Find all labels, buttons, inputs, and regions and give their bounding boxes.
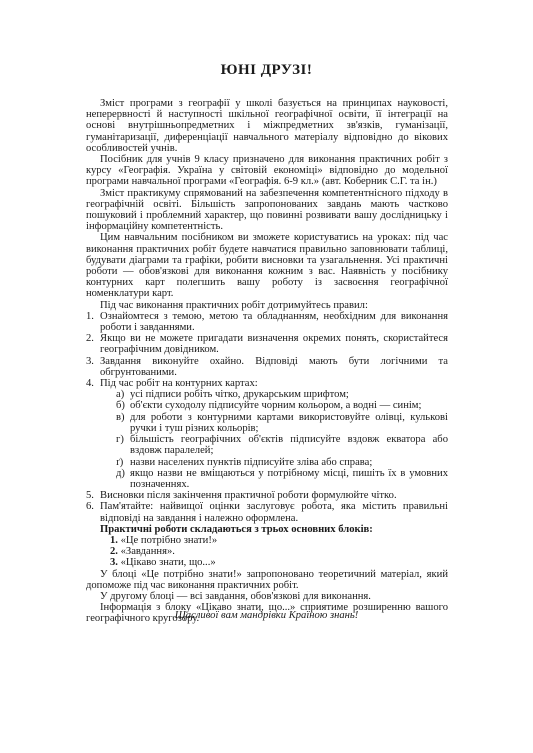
subrule-item: г) більшість географічних об'єктів підписуйте вздовж екватора або вздовж паралелей; [116, 434, 448, 457]
rule-item: 3. Завдання виконуйте охайно. Відповіді мають бути логічними та обгрунтованими. [86, 355, 448, 378]
subrule-item: а) усі підписи робіть чітко, друкарським шрифтом; [116, 389, 349, 401]
subrule-item: б) об'єкти суходолу підписуйте чорним кольором, а водні — синім; [116, 400, 422, 412]
block-item: 1. «Це потрібно знати!» [110, 534, 218, 546]
blocks-list [86, 535, 448, 569]
rule-item: 2. Якщо ви не можете пригадати визначення окремих понять, скористайтеся географічним довідником. [86, 333, 448, 356]
closing-paragraph-3: Інформація з блоку «Цікаво знати, що...» сприятиме розширенню вашого географічного кругозору. [86, 602, 448, 625]
subrule-item: д) якщо назви не вміщаються у потрібному місці, пишіть їх в умовних позначеннях. [116, 467, 448, 490]
rule-item: 1. Ознайомтеся з темою, метою та обладнанням, необхідним для виконання роботи і завданнями. [86, 310, 448, 334]
closing-paragraph-1: У блоці «Це потрібно знати!» запропоновано теоретичний матеріал, який допоможе під час виконання практичних робіт. [86, 568, 448, 591]
rules-intro: Під час виконання практичних робіт дотримуйтесь правил: [100, 299, 368, 311]
subrule-item: ґ) назви населених пунктів підписуйте зліва або справа; [116, 456, 373, 468]
blocks-heading: Практичні роботи складаються з трьох основних блоків: [100, 523, 373, 535]
subrule-item: в) для роботи з контурними картами використовуйте олівці, кулькові ручки і туш різних кольорів; [116, 411, 448, 434]
intro-paragraph-4: Цим навчальним посібником ви зможете користуватись на уроках: під час виконання практичних робіт будете навчатися правильно заповнювати таблиці, будувати діаграми та графіки, робити висновки та узагальнення. Усі практичні роботи — обов'язкові для виконання кожним з вас. Наявність у посібнику контурних карт полегшить вашу роботу із засвоєння географічної номенклатури карт. [86, 232, 448, 300]
rule-item: 6. Пам'ятайте: найвищої оцінки заслуговує робота, яка містить правильні відповіді на завдання і належно оформлена. [86, 501, 448, 524]
page-title: ЮНІ ДРУЗІ! [220, 62, 313, 78]
rules-list [86, 311, 448, 524]
intro-paragraph-1: Зміст програми з географії у школі базується на принципах науковості, неперервності й наступності шкільної географічної освіти, її інтеграції на основі внутрішньопредметних і міжпредметних зв'язків, гуманізації, гуманітаризації, диференціації навчального матеріалу відповідно до вікових особливостей учнів. [86, 98, 448, 154]
main-text [86, 98, 448, 625]
intro-paragraph-3: Зміст практикуму спрямований на забезпечення компетентнісного підходу в географічній освіті. Більшість запропонованих завдань мають частково пошуковий і проблемний характер, що повинні розвивати вашу дослідницьку і інформаційну компетентність. [86, 187, 448, 233]
closing-paragraph-2: У другому блоці — всі завдання, обов'язкові для виконання. [100, 590, 371, 602]
rule-item: 5. Висновки після закінчення практичної роботи формулюйте чітко. [86, 490, 397, 502]
intro-paragraph-2: Посібник для учнів 9 класу призначено для виконання практичних робіт з курсу «Географія. Україна у світовій економіці» відповідно до модельної програми навчальної програми «Географія. 6-9 кл.» (авт. Коберник С.Г. та ін.) [86, 154, 448, 188]
rule-item: 4. Під час робіт на контурних картах: а) усі підписи робіть чітко, друкарським шрифтом; б) об'єкти суходолу підписуйте чорним кольором, а водні — синім; в) для роботи з контурними картами використовуйте олівці, кулькові ручки і туш різних кольорів; г) більшість географічних об'єктів підписуйте вздовж екватора або вздовж паралелей; ґ) назви населених пунктів підписуйте зліва або справа; д) якщо назви не вміщаються у потрібному місці, пишіть їх в умовних позначеннях. [86, 378, 448, 490]
block-item: 3. «Цікаво знати, що...» [110, 557, 216, 569]
closing-wish: Щасливої вам мандрівки Країною знань! [174, 610, 359, 621]
block-item: 2. «Завдання». [110, 546, 175, 558]
map-rules-sublist [100, 389, 448, 490]
